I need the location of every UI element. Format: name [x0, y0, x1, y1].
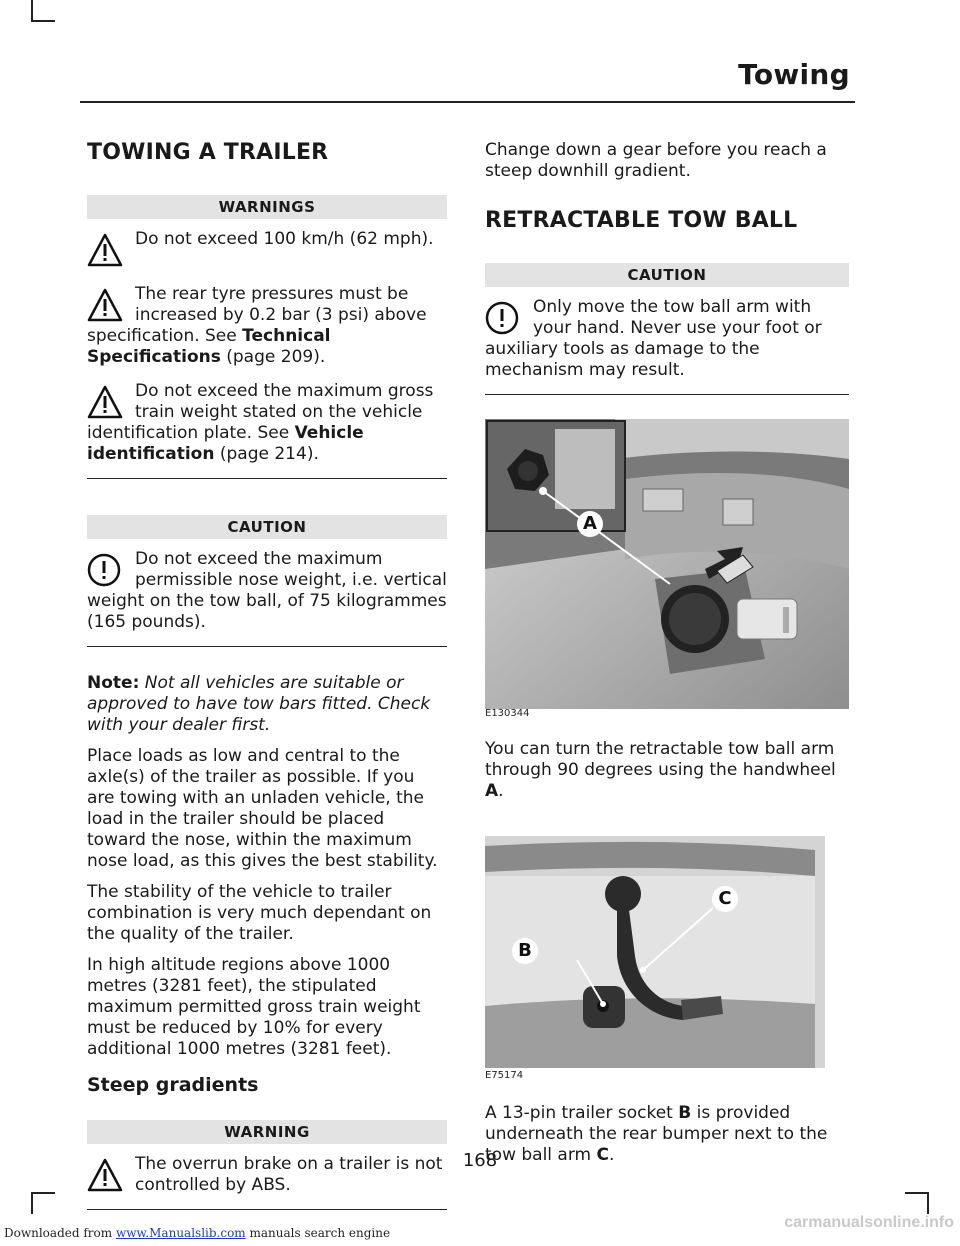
note-text: Not all vehicles are suitable or approved to have tow bars fitted. Check with your dealer first. [87, 673, 431, 735]
header-rule [80, 101, 855, 103]
warning-banner: WARNING [87, 1120, 447, 1144]
caution-circle-icon [87, 553, 123, 589]
caution-banner: CAUTION [485, 263, 849, 287]
warning-text: The rear tyre pressures must be increased by 0.2 bar (3 psi) above specification. See [87, 284, 427, 346]
note-label: Note: [87, 673, 140, 693]
caption-term-c: C [596, 1145, 609, 1165]
caption-text: You can turn the retractable tow ball arm through 90 degrees using the handwheel [485, 739, 836, 780]
caution-text: Do not exceed the maximum permissible nose weight, i.e. vertical weight on the tow ball, of 75 kilogrammes (165 pounds). [87, 549, 447, 632]
crop-mark [905, 1192, 929, 1194]
figure-trailer-socket [485, 836, 849, 1081]
page-number: 168 [462, 1150, 498, 1171]
crop-mark [927, 1192, 929, 1214]
figure-caption [485, 739, 849, 802]
warning-item [87, 381, 447, 465]
caption-text-mid: is provided underneath the rear bumper next to the tow ball arm [485, 1103, 828, 1165]
section-heading-retractable-tow-ball: RETRACTABLE TOW BALL [485, 208, 798, 233]
body-paragraph: The stability of the vehicle to trailer combination is very much dependant on the quality of the trailer. [87, 882, 432, 944]
caption-tail: . [609, 1145, 615, 1165]
caution-item [485, 297, 849, 381]
caption-text: A 13-pin trailer socket [485, 1103, 679, 1123]
caption-tail: . [498, 781, 504, 801]
caution-text: Only move the tow ball arm with your hand. Never use your foot or auxiliary tools as damage to the mechanism may result. [485, 297, 822, 380]
tow-ball-handwheel-illustration [485, 419, 849, 709]
right-column [485, 140, 849, 1176]
warning-item [87, 284, 447, 368]
divider [87, 1209, 447, 1210]
figure-code: E130344 [485, 708, 530, 719]
download-attribution [4, 1226, 390, 1240]
cross-reference-link[interactable]: Technical Specifications [87, 326, 331, 367]
warning-triangle-icon [87, 233, 123, 269]
figure-callout-c: C [712, 886, 738, 912]
warnings-banner: WARNINGS [87, 195, 447, 219]
note-paragraph [87, 673, 447, 736]
body-paragraph: Place loads as low and central to the axle(s) of the trailer as possible. If you are towing with an unladen vehicle, the load in the trailer should be placed toward the nose, within the maximum nose load, as this gives the best stability. [87, 746, 438, 871]
page-header-title: Towing [738, 58, 850, 91]
cross-reference-link[interactable]: Vehicle identification [87, 423, 364, 464]
watermark: carmanualsonline.info [784, 1214, 954, 1231]
crop-mark [31, 20, 55, 22]
caution-banner: CAUTION [87, 515, 447, 539]
caption-term-a: A [485, 781, 499, 801]
crop-mark [31, 0, 33, 22]
figure-callout-a: A [577, 511, 603, 537]
manualslib-link[interactable]: www.Manualslib.com [115, 1226, 246, 1240]
figure-callout-b: B [512, 938, 538, 964]
divider [485, 394, 849, 395]
body-paragraph: In high altitude regions above 1000 metres (3281 feet), the stipulated maximum permitted gross train weight must be reduced by 10% for every additional 1000 metres (3281 feet). [87, 955, 421, 1059]
body-paragraph: Change down a gear before you reach a steep downhill gradient. [485, 140, 827, 181]
caution-item [87, 549, 447, 633]
warning-text-tail: (page 214). [214, 444, 319, 464]
divider [87, 646, 447, 647]
warning-text: The overrun brake on a trailer is not controlled by ABS. [135, 1154, 443, 1195]
caution-circle-icon [485, 301, 521, 337]
warning-triangle-icon [87, 288, 123, 324]
warning-triangle-icon [87, 385, 123, 421]
figure-code: E75174 [485, 1070, 524, 1081]
section-heading-towing-a-trailer: TOWING A TRAILER [87, 140, 329, 165]
warning-text-tail: (page 209). [220, 347, 326, 367]
warning-text: Do not exceed the maximum gross train weight stated on the vehicle identification plate. See [87, 381, 434, 443]
warning-text: Do not exceed 100 km/h (62 mph). [135, 229, 434, 249]
crop-mark [31, 1192, 33, 1214]
caption-term-b: B [678, 1103, 692, 1123]
left-column [87, 140, 447, 1246]
download-prefix: Downloaded from [4, 1226, 116, 1240]
download-suffix: manuals search engine [245, 1226, 391, 1240]
divider [87, 478, 447, 479]
warning-item [87, 229, 447, 271]
figure-tow-ball-handwheel [485, 419, 849, 719]
crop-mark [31, 1192, 55, 1194]
subheading-steep-gradients: Steep gradients [87, 1074, 259, 1096]
